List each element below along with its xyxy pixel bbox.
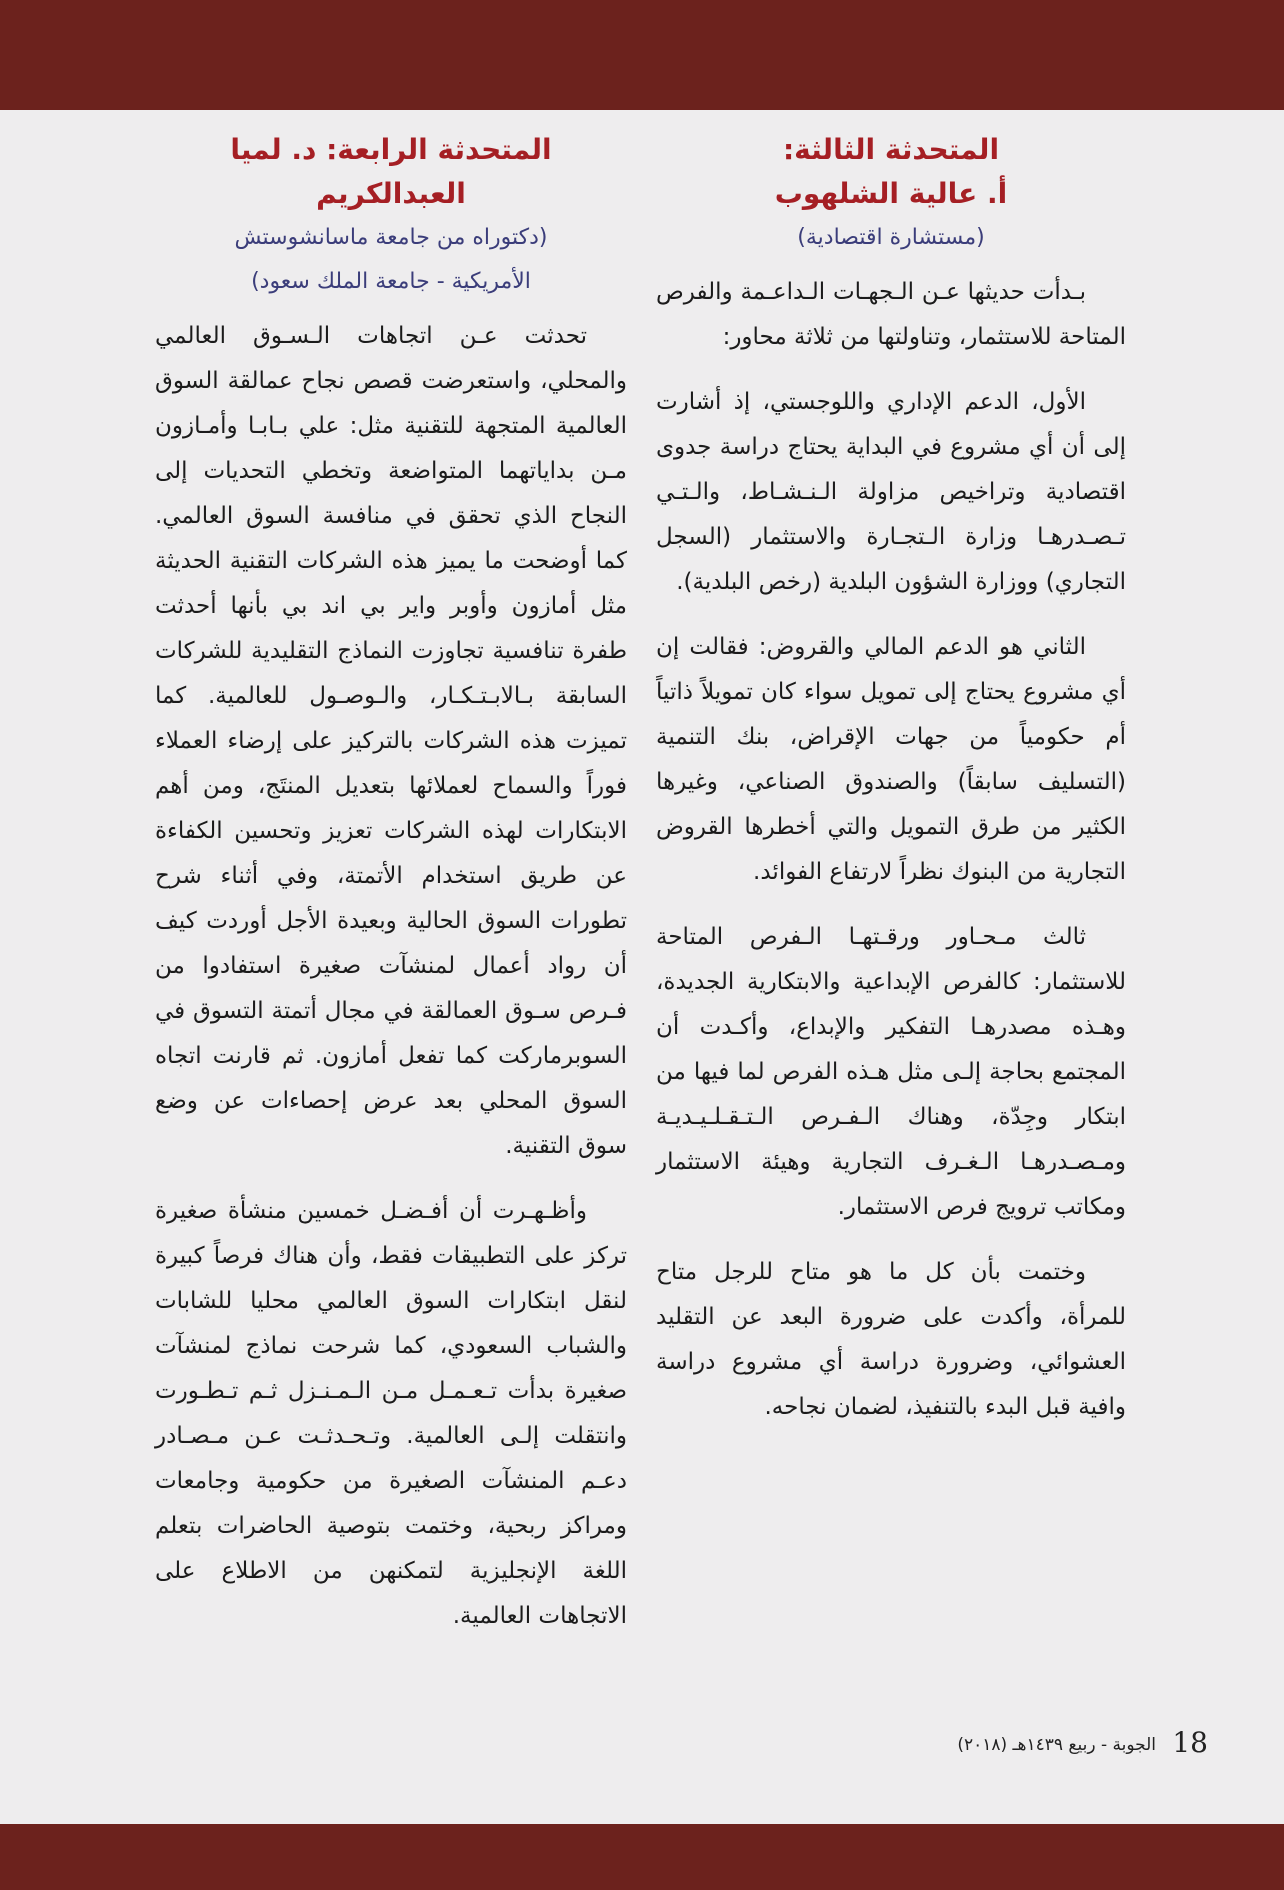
speaker-4-subtitle-line2: الأمريكية - جامعة الملك سعود) [251, 269, 531, 294]
speaker-3-paragraph-4: ثالث مـحـاور ورقـتهـا الـفرص المتاحة للاستثمار: كالفرص الإبداعية والابتكارية الجديدة، وهـذه مصدرهـا التفكير والإبداع، وأكـدت أن المجتمع بحاجة إلـى مثل هـذه الفرص لما فيها من ابتكار وجِدّة، وهناك الـفـرص الـتـقـلـيـديـة ومـصـدرهـا الـغـرف التجارية وهيئة الاستثمار ومكاتب ترويج فرص الاستثمار. [656, 924, 1126, 1220]
speaker-3-heading-line1: المتحدثة الثالثة: [782, 133, 1000, 166]
speaker-3-heading-line2: أ. عالية الشلهوب [774, 177, 1008, 210]
bottom-band [0, 1824, 1284, 1890]
speaker-3-paragraph-3: الثاني هو الدعم المالي والقروض: فقالت إن أي مشروع يحتاج إلى تمويل سواء كان تمويلاً ذاتياً أم حكومياً من جهات الإقراض، بنك التنمية (التسليف سابقاً) والصندوق الصناعي، وغيرها الكثير من طرق التمويل والتي أخطرها القروض التجارية من البنوك نظراً لارتفاع الفوائد. [656, 634, 1126, 885]
speaker-3-paragraph-2: الأول، الدعم الإداري واللوجستي، إذ أشارت إلى أن أي مشروع في البداية يحتاج دراسة جدوى اقتصادية وتراخيص مزاولة الـنـشـاط، والـتـي تـصـدرهـا وزارة الـتجـارة والاستثمار (السجل التجاري) ووزارة الشؤون البلدية (رخص البلدية). [656, 389, 1126, 595]
column-speaker-4 [155, 128, 627, 1659]
speaker-4-heading-line2: العبدالكريم [316, 177, 466, 210]
speaker-3-subtitle: (مستشارة اقتصادية) [797, 225, 985, 250]
page-number: 18 [1172, 1726, 1208, 1759]
speaker-4-heading-line1: المتحدثة الرابعة: د. لميا [230, 133, 552, 166]
speaker-3-paragraph-5: وختمت بأن كل ما هو متاح للرجل متاح للمرأة، وأكدت على ضرورة البعد عن التقليد العشوائي، وضرورة دراسة أي مشروع دراسة وافية قبل البدء بالتنفيذ، لضمان نجاحه. [656, 1259, 1126, 1420]
speaker-4-paragraph-2: وأظـهـرت أن أفـضـل خمسين منشأة صغيرة تركز على التطبيقات فقط، وأن هناك فرصاً كبيرة لنقل ابتكارات السوق العالمي محليا للشابات والشباب السعودي، كما شرحت نماذج لمنشآت صغيرة بدأت تـعـمـل مـن الـمـنـزل ثـم تـطـورت وانتقلت إلـى العالمية. وتـحـدثـت عـن مـصـادر دعـم المنشآت الصغيرة من حكومية وجامعات ومراكز ربحية، وختمت بتوصية الحاضرات بتعلم اللغة الإنجليزية لتمكنهن من الاطلاع على الاتجاهات العالمية. [155, 1198, 627, 1629]
speaker-3-paragraph-1: بـدأت حديثها عـن الـجهـات الـداعـمة والفرص المتاحة للاستثمار، وتناولتها من ثلاثة محاور: [656, 279, 1126, 350]
top-band [0, 0, 1284, 110]
column-speaker-3 [656, 128, 1126, 1450]
speaker-4-paragraph-1: تحدثت عـن اتجاهات الـسـوق العالمي والمحلي، واستعرضت قصص نجاح عمالقة السوق العالمية المتجهة للتقنية مثل: علي بـابـا وأمـازون مـن بداياتهما المتواضعة وتخطي التحديات إلى النجاح الذي تحقق في منافسة السوق العالمي. كما أوضحت ما يميز هذه الشركات التقنية الحديثة مثل أمازون وأوبر واير بي اند بي بأنها أحدثت طفرة تنافسية تجاوزت النماذج التقليدية للشركات السابقة بـالابـتـكـار، والـوصـول للعالمية. كما تميزت هذه الشركات بالتركيز على إرضاء العملاء فوراً والسماح لعملائها بتعديل المنتَج، ومن أهم الابتكارات لهذه الشركات تعزيز وتحسين الكفاءة عن طريق استخدام الأتمتة، وفي أثناء شرح تطورات السوق الحالية وبعيدة الأجل أوردت كيف أن رواد أعمال لمنشآت صغيرة استفادوا من فـرص سـوق العمالقة في مجال أتمتة التسوق في السوبرماركت كما تفعل أمازون. ثم قارنت اتجاه السوق المحلي بعد عرض إحصاءات عن وضع سوق التقنية. [155, 323, 627, 1159]
speaker-4-subtitle-line1: (دكتوراه من جامعة ماسانشوستش [234, 225, 548, 250]
issue-footer: الجوبة - ربيع ١٤٣٩هـ (٢٠١٨) [957, 1735, 1156, 1755]
